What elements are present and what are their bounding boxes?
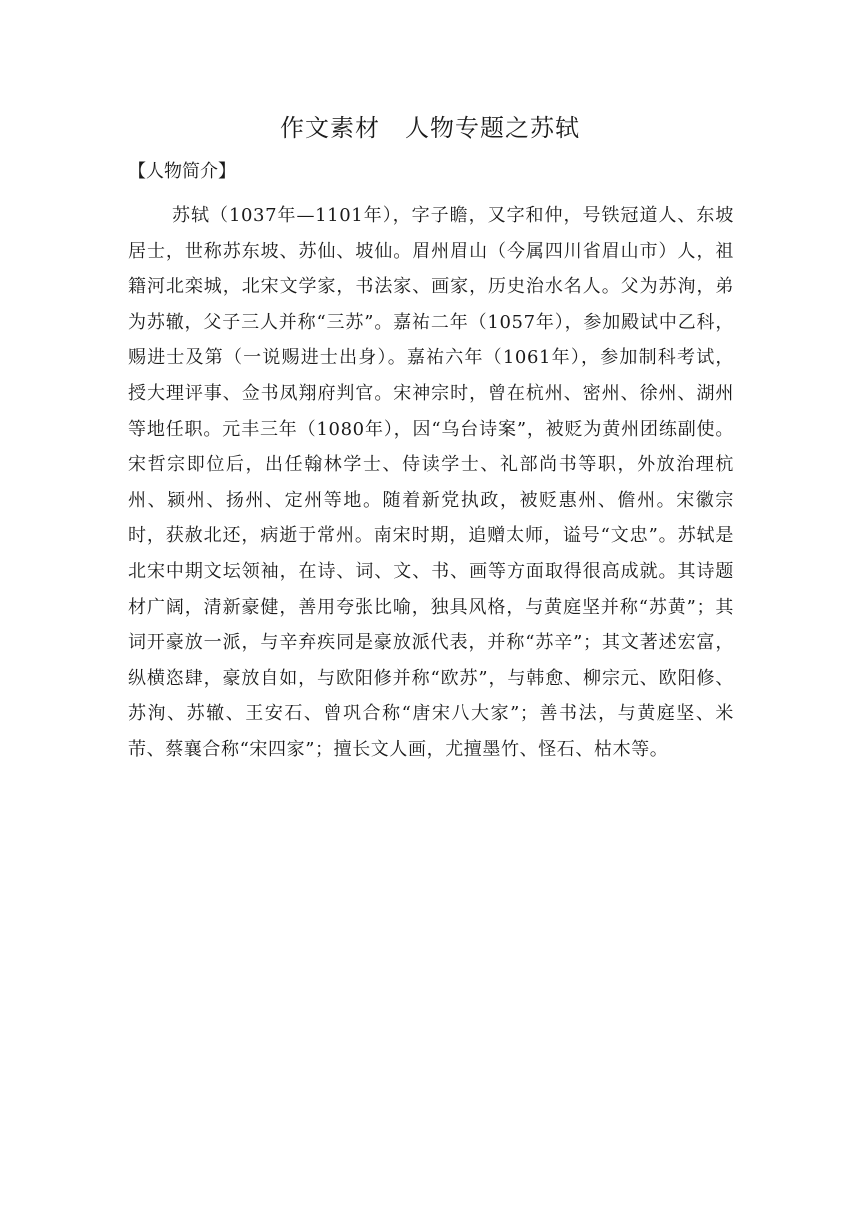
biography-paragraph: 苏轼（1037年—1101年），字子瞻，又字和仲，号铁冠道人、东坡居士，世称苏东坡、苏仙、坡仙。眉州眉山（今属四川省眉山市）人，祖籍河北栾城，北宋文学家，书法家、画家，历史治水名人。父为苏洵，弟为苏辙，父子三人并称“三苏”。嘉祐二年（1057年），参加殿试中乙科，赐进士及第（一说赐进士出身）。嘉祐六年（1061年），参加制科考试，授大理评事、佥书凤翔府判官。宋神宗时，曾在杭州、密州、徐州、湖州等地任职。元丰三年（1080年），因“乌台诗案”，被贬为黄州团练副使。宋哲宗即位后，出任翰林学士、侍读学士、礼部尚书等职，外放治理杭州、颍州、扬州、定州等地。随着新党执政，被贬惠州、儋州。宋徽宗时，获赦北还，病逝于常州。南宋时期，追赠太师，谥号“文忠”。苏轼是北宋中期文坛领袖，在诗、词、文、书、画等方面取得很高成就。其诗题材广阔，清新豪健，善用夸张比喻，独具风格，与黄庭坚并称“苏黄”；其词开豪放一派，与辛弃疾同是豪放派代表，并称“苏辛”；其文著述宏富，纵横恣肆，豪放自如，与欧阳修并称“欧苏”，与韩愈、柳宗元、欧阳修、苏洵、苏辙、王安石、曾巩合称“唐宋八大家”；善书法，与黄庭坚、米芾、蔡襄合称“宋四家”；擅长文人画，尤擅墨竹、怪石、枯木等。 [128,205,734,760]
section-heading-profile: 【人物简介】 [128,161,236,182]
document-title: 作文素材 人物专题之苏轼 [280,114,580,142]
